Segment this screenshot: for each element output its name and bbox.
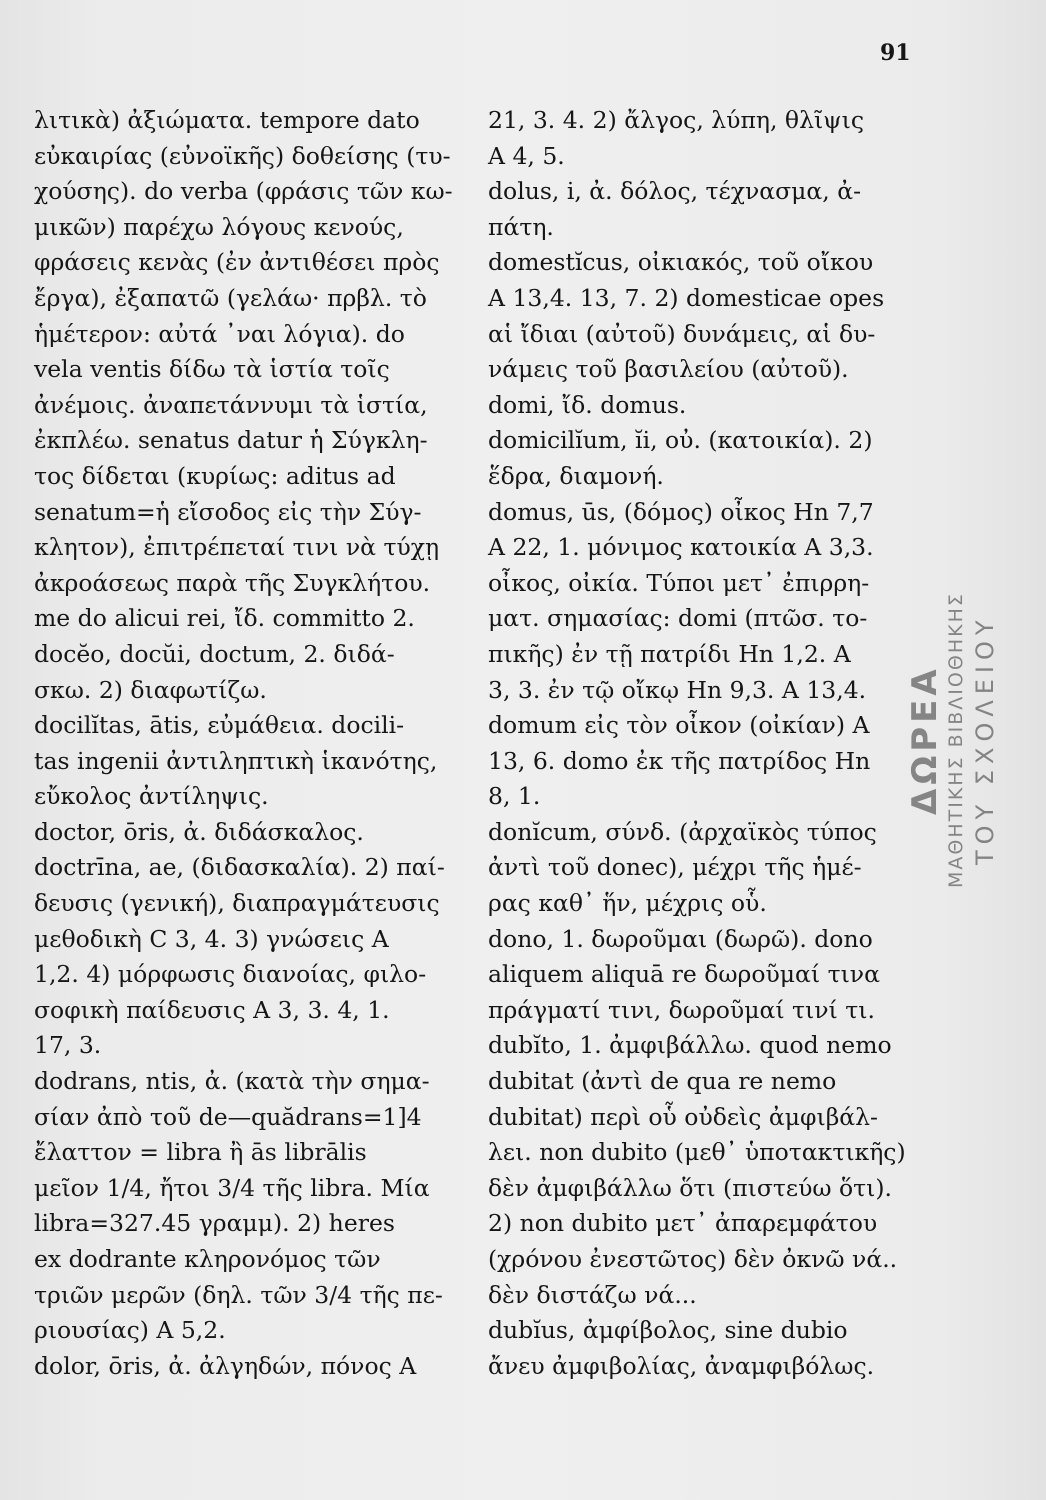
entry-line: 21, 3. 4. 2) ἄλγος, λύπη, θλῖψις	[488, 106, 864, 134]
entry-line: δευσις (γενική), διαπραγμάτευσις	[34, 889, 440, 918]
right-column	[488, 103, 906, 1384]
entry-line: δὲν ἀμφιβάλλω ὅτι (πιστεύω ὅτι).	[488, 1173, 892, 1202]
entry-line: εὐκαιρίας (εὐνοϊκῆς) δοθείσης (τυ-	[34, 141, 451, 170]
entry-line: σίαν ἀπὸ τοῦ de—quădrans=1]4	[34, 1102, 422, 1131]
entry-line: domi, ἴδ. domus.	[488, 390, 687, 419]
entry-line: 17, 3.	[34, 1031, 102, 1060]
entry-line: ἔλαττον = libra ἢ ās librālis	[34, 1138, 367, 1167]
entry-line: 8, 1.	[488, 782, 541, 811]
entry-line: domestĭcus, οἰκιακός, τοῦ οἴκου	[488, 248, 874, 277]
entry-line: docĕo, docŭi, doctum, 2. διδά-	[34, 639, 395, 668]
entry-line: ρας καθ᾽ ἥν, μέχρις οὗ.	[488, 889, 767, 918]
entry-line: 1,2. 4) μόρφωσις διανοίας, φιλο-	[34, 960, 427, 989]
entry-line: ex dodrante κληρονόμος τῶν	[34, 1245, 381, 1273]
entry-line: dodrans, ntis, ἀ. (κατὰ τὴν σημα-	[34, 1067, 430, 1096]
stamp-line-2: ΜΑΘΗΤΙΚΗΣ ΒΙΒΛΙΟΘΗΚΗΣ	[945, 592, 967, 888]
entry-line: μεθοδικὴ C 3, 4. 3) γνώσεις A	[34, 924, 389, 953]
entry-line: dubĭto, 1. ἀμφιβάλλω. quod nemo	[488, 1031, 892, 1060]
entry-line: ἀντὶ τοῦ donec), μέχρι τῆς ἡμέ-	[488, 853, 862, 882]
entry-line: μικῶν) παρέχω λόγους κενούς,	[34, 212, 404, 241]
entry-line: domus, ūs, (δόμος) οἶκος Hn 7,7	[488, 497, 874, 526]
entry-line: dono, 1. δωροῦμαι (δωρῶ). dono	[488, 924, 873, 953]
entry-line: A 13,4. 13, 7. 2) domesticae opes	[488, 283, 885, 312]
entry-line: dubitat) περὶ οὗ οὐδεὶς ἀμφιβάλ-	[488, 1102, 878, 1131]
entry-line: dubitat (ἀντὶ de qua re nemo	[488, 1067, 837, 1096]
library-stamp	[905, 380, 1001, 1100]
entry-line: τριῶν μερῶν (δηλ. τῶν 3/4 τῆς πε-	[34, 1280, 443, 1309]
entry-line: ἀκροάσεως παρὰ τῆς Συγκλήτου.	[34, 568, 431, 597]
stamp-line-3: ΤΟΥ ΣΧΟΛΕΙΟΥ	[971, 614, 999, 866]
entry-line: οἶκος, οἰκία. Τύποι μετ᾽ ἐπιρρη-	[488, 568, 870, 597]
entry-line: λιτικὰ) ἀξιώματα. tempore dato	[34, 106, 420, 134]
entry-line: τος δίδεται (κυρίως: aditus ad	[34, 461, 396, 490]
entry-line: me do alicui rei, ἴδ. committo 2.	[34, 604, 415, 633]
entry-line: 3, 3. ἐν τῷ οἴκῳ Hn 9,3. A 13,4.	[488, 675, 867, 704]
entry-line: (χρόνου ἐνεστῶτος) δὲν ὀκνῶ νά..	[488, 1245, 898, 1273]
entry-line: docilĭtas, ātis, εὐμάθεια. docili-	[34, 711, 405, 740]
entry-line: χούσης). do verba (φράσις τῶν κω-	[34, 177, 453, 206]
entry-line: σκω. 2) διαφωτίζω.	[34, 675, 267, 704]
entry-line: A 22, 1. μόνιμος κατοικία A 3,3.	[488, 533, 874, 562]
entry-line: donĭcum, σύνδ. (ἀρχαϊκὸς τύπος	[488, 817, 877, 846]
entry-line: ριουσίας) A 5,2.	[34, 1316, 226, 1345]
entry-line: εὔκολος ἀντίληψις.	[34, 782, 269, 811]
entry-line: doctrīna, ae, (διδασκαλία). 2) παί-	[34, 853, 445, 882]
entry-line: ἐκπλέω. senatus datur ἡ Σύγκλη-	[34, 426, 428, 455]
entry-line: πράγματί τινι, δωροῦμαί τινί τι.	[488, 995, 875, 1024]
entry-line: senatum=ἡ εἴσοδος εἰς τὴν Σύγ-	[34, 497, 422, 526]
entry-line: σοφικὴ παίδευσις A 3, 3. 4, 1.	[34, 995, 390, 1024]
entry-line: domum εἰς τὸν οἶκον (οἰκίαν) A	[488, 711, 870, 740]
entry-line: ἕδρα, διαμονή.	[488, 461, 664, 490]
entry-line: dolor, ōris, ἀ. ἀλγηδών, πόνος A	[34, 1351, 417, 1380]
entry-line: domicilĭum, ĭi, οὐ. (κατοικία). 2)	[488, 426, 873, 455]
entry-line: δὲν διστάζω νά...	[488, 1280, 697, 1309]
entry-line: dubĭus, ἀμφίβολος, sine dubio	[488, 1316, 848, 1345]
entry-line: μεῖον 1/4, ἤτοι 3/4 τῆς libra. Μία	[34, 1173, 430, 1202]
page-number: 91	[880, 40, 911, 66]
entry-line: κλητον), ἐπιτρέπεταί τινι νὰ τύχῃ	[34, 533, 440, 562]
entry-line: ἔργα), ἐξαπατῶ (γελάω· πρβλ. τὸ	[34, 283, 427, 312]
entry-line: ἄνευ ἀμφιβολίας, ἀναμφιβόλως.	[488, 1351, 875, 1380]
left-column	[34, 103, 453, 1384]
entry-line: 13, 6. domo ἐκ τῆς πατρίδος Hn	[488, 746, 871, 775]
entry-line: vela ventis δίδω τὰ ἱστία τοῖς	[34, 355, 390, 384]
entry-line: ματ. σημασίας: domi (πτῶσ. το-	[488, 604, 868, 633]
stamp-line-1: ΔΩΡΕΑ	[905, 665, 945, 815]
entry-line: φράσεις κενὰς (ἐν ἀντιθέσει πρὸς	[34, 248, 440, 277]
entry-line: νάμεις τοῦ βασιλείου (αὐτοῦ).	[488, 355, 849, 384]
entry-line: πικῆς) ἐν τῇ πατρίδι Hn 1,2. A	[488, 639, 851, 668]
entry-line: doctor, ōris, ἀ. διδάσκαλος.	[34, 817, 364, 846]
entry-line: aliquem aliquā re δωροῦμαί τινα	[488, 960, 880, 989]
entry-line: tas ingenii ἀντιληπτικὴ ἱκανότης,	[34, 746, 438, 775]
entry-line: dolus, i, ἀ. δόλος, τέχνασμα, ἀ-	[488, 177, 862, 206]
entry-line: πάτη.	[488, 212, 554, 241]
entry-line: ἀνέμοις. ἀναπετάννυμι τὰ ἱστία,	[34, 390, 428, 419]
entry-line: ἡμέτερον: αὐτά ᾽ναι λόγια). do	[34, 319, 405, 348]
entry-line: libra=327.45 γραμμ). 2) heres	[34, 1209, 395, 1238]
entry-line: αἱ ἴδιαι (αὐτοῦ) δυνάμεις, αἱ δυ-	[488, 319, 876, 348]
entry-line: A 4, 5.	[488, 141, 565, 170]
entry-line: λει. non dubito (μεθ᾽ ὑποτακτικῆς)	[488, 1138, 906, 1167]
entry-line: 2) non dubito μετ᾽ ἀπαρεμφάτου	[488, 1209, 878, 1238]
